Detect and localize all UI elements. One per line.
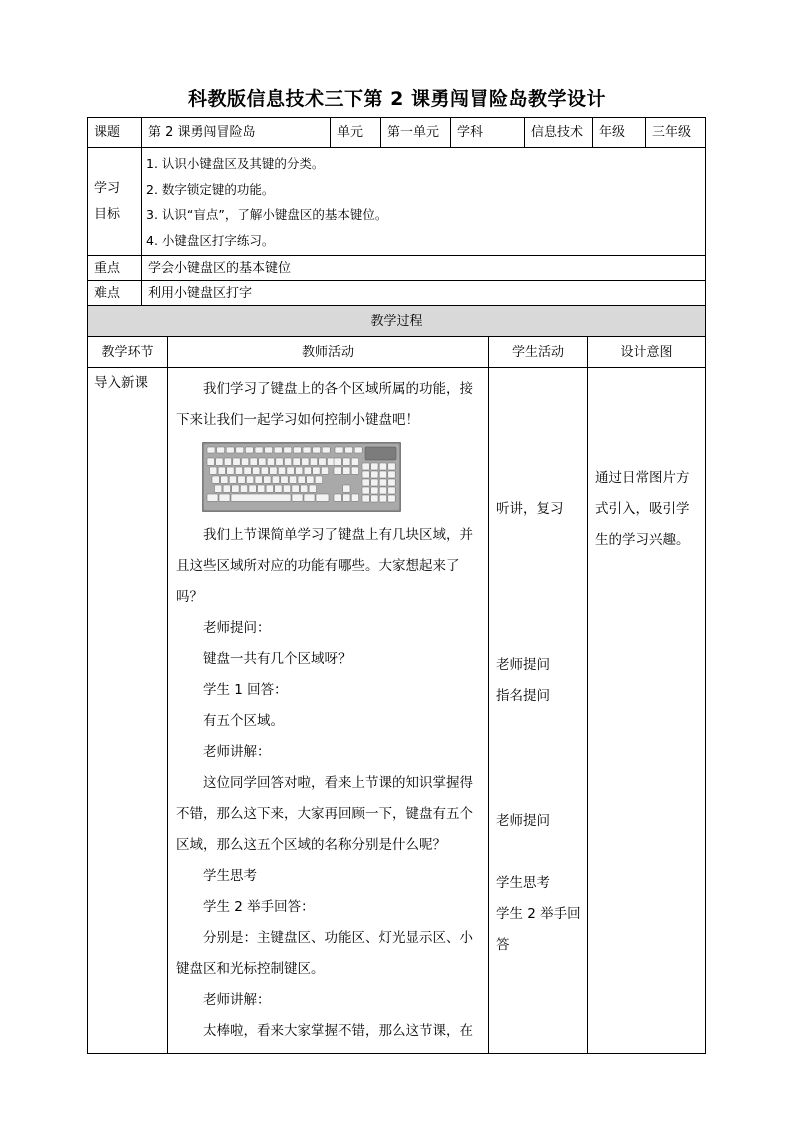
key-point-label: 重点 [87, 255, 141, 280]
stage-name: 导入新课 [94, 375, 148, 391]
text-line: 有五个区域。 [203, 713, 284, 729]
text-line: 区域，那么这五个区域的名称分别是什么呢？ [176, 837, 446, 853]
text-line: 分别是：主键盘区、功能区、灯光显示区、小 [203, 930, 473, 946]
student-note: 听讲，复习 [496, 501, 564, 517]
student-note: 学生 2 举手回 [496, 906, 581, 922]
objectives-label: 学习 目标 [87, 147, 141, 255]
grade-value: 三年级 [645, 117, 706, 147]
student-note: 学生思考 [496, 875, 550, 891]
process-section-header: 教学过程 [87, 305, 706, 336]
text-line: 我们学习了键盘上的各个区域所属的功能，接 [203, 381, 473, 397]
student-note: 指名提问 [496, 688, 550, 704]
student-note: 答 [496, 937, 510, 953]
text-line: 老师提问： [203, 620, 271, 636]
objectives-list [141, 147, 706, 255]
grade-label: 年级 [592, 117, 645, 147]
text-line: 不错，那么这下来，大家再回顾一下，键盘有五个 [176, 806, 473, 822]
text-line: 这位同学回答对啦，看来上节课的知识掌握得 [203, 775, 473, 791]
design-intent-cell [587, 367, 706, 1054]
column-header-stage: 教学环节 [87, 336, 167, 367]
intent-line: 式引入，吸引学 [595, 501, 690, 517]
student-note: 老师提问 [496, 813, 550, 829]
topic-value: 第 2 课勇闯冒险岛 [141, 117, 330, 147]
text-line: 键盘区和光标控制键区。 [176, 961, 325, 977]
keyboard-image [202, 442, 401, 512]
unit-value: 第一单元 [380, 117, 450, 147]
student-note: 老师提问 [496, 657, 550, 673]
text-line: 且这些区域所对应的功能有哪些。大家想起来了 [176, 558, 460, 574]
text-line: 学生 1 回答： [203, 682, 288, 698]
subject-value: 信息技术 [524, 117, 592, 147]
difficulty-value: 利用小键盘区打字 [141, 280, 706, 305]
objective-item: 4. 小键盘区打字练习。 [146, 232, 275, 248]
objective-item: 3. 认识“盲点”，了解小键盘区的基本键位。 [146, 207, 388, 222]
objective-item: 1. 认识小键盘区及其键的分类。 [146, 156, 325, 171]
difficulty-label: 难点 [87, 280, 141, 305]
text-line: 键盘一共有几个区域呀？ [203, 651, 352, 667]
text-line: 太棒啦，看来大家掌握不错，那么这节课，在 [203, 1023, 473, 1039]
column-header-teacher: 教师活动 [167, 336, 488, 367]
unit-label: 单元 [330, 117, 380, 147]
topic-label: 课题 [87, 117, 141, 147]
document-title: 科教版信息技术三下第 2 课勇闯冒险岛教学设计 [188, 88, 606, 110]
text-line: 学生 2 举手回答： [203, 899, 315, 915]
stage-cell [87, 367, 167, 1054]
text-line: 学生思考 [203, 868, 257, 884]
text-line: 吗？ [176, 589, 203, 605]
subject-label: 学科 [450, 117, 524, 147]
text-line: 下来让我们一起学习如何控制小键盘吧！ [176, 412, 419, 428]
text-line: 我们上节课简单学习了键盘上有几块区域，并 [203, 527, 473, 543]
objective-item: 2. 数字锁定键的功能。 [146, 181, 275, 197]
teacher-activity-cell [167, 367, 488, 1054]
column-header-student: 学生活动 [488, 336, 587, 367]
column-header-intent: 设计意图 [587, 336, 706, 367]
student-activity-cell [488, 367, 587, 1054]
text-line: 老师讲解： [203, 744, 271, 760]
intent-line: 生的学习兴趣。 [595, 532, 690, 548]
intent-line: 通过日常图片方 [595, 470, 690, 486]
key-point-value: 学会小键盘区的基本键位 [141, 255, 706, 280]
text-line: 老师讲解： [203, 992, 271, 1008]
lesson-plan-table [87, 117, 706, 1054]
